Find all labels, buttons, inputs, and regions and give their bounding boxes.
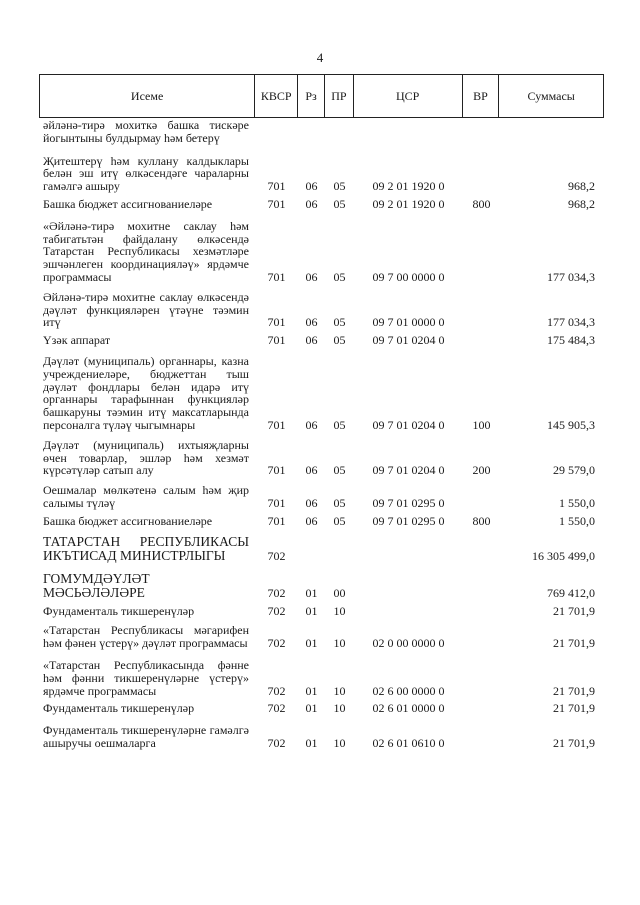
cell-rz: 06 bbox=[305, 417, 318, 432]
table-row bbox=[39, 438, 604, 479]
cell-name: «Татарстан Республикасында фәнне һәм фәнни тикшеренүләрне үстерү» ярдәмче программасы bbox=[43, 657, 249, 698]
cell-csr: 09 7 01 0000 0 bbox=[372, 315, 445, 330]
table-row bbox=[39, 333, 604, 349]
cell-pr: 05 bbox=[333, 495, 346, 510]
table-row bbox=[39, 658, 604, 699]
cell-vr bbox=[463, 701, 500, 717]
cell-vr bbox=[463, 483, 500, 512]
cell-vr: 200 bbox=[472, 463, 491, 478]
header-name: Исеме bbox=[40, 75, 255, 117]
cell-csr: 02 6 01 0610 0 bbox=[372, 735, 445, 750]
cell-kvsr: 702 bbox=[267, 636, 286, 651]
cell-sum: 21 701,9 bbox=[553, 603, 595, 618]
cell-kvsr: 701 bbox=[267, 417, 286, 432]
cell-name: ТАТАРСТАН РЕСПУБЛИКАСЫ ИКЪТИСАД МИНИСТРЛЫГЫ bbox=[43, 533, 249, 563]
cell-rz: 06 bbox=[305, 196, 318, 211]
cell-name: Оешмалар мөлкәтенә салым һәм җир салымы түләү bbox=[43, 483, 249, 510]
cell-csr: 09 7 01 0204 0 bbox=[372, 333, 445, 348]
cell-csr: 09 7 01 0204 0 bbox=[372, 463, 445, 478]
cell-kvsr: 702 bbox=[267, 603, 286, 618]
cell-rz bbox=[298, 118, 325, 147]
cell-kvsr: 701 bbox=[267, 269, 286, 284]
cell-csr: 09 2 01 1920 0 bbox=[372, 196, 445, 211]
cell-rz: 06 bbox=[305, 495, 318, 510]
cell-pr: 05 bbox=[333, 315, 346, 330]
cell-sum: 968,2 bbox=[568, 196, 595, 211]
cell-rz: 06 bbox=[305, 315, 318, 330]
table-header bbox=[39, 74, 604, 118]
cell-vr bbox=[463, 571, 500, 602]
cell-vr bbox=[463, 658, 500, 699]
cell-pr: 05 bbox=[333, 463, 346, 478]
table-row bbox=[39, 623, 604, 652]
header-rz: Рз bbox=[298, 75, 325, 117]
cell-pr: 10 bbox=[333, 735, 346, 750]
cell-kvsr: 701 bbox=[267, 513, 286, 528]
cell-name: Әйләнә-тирә мохитне саклау өлкәсендә дәүләт функцияләрен үтәүне тәэмин итү bbox=[43, 289, 249, 330]
cell-kvsr: 702 bbox=[267, 548, 286, 563]
cell-pr bbox=[325, 118, 354, 147]
cell-name: Дәүләт (муниципаль) органнары, казна учреждениеләре, бюджеттан тыш дәүләт фондлары белән идарә итү органнары тарафыннан функцияләр башкаруны тәэмин итү максатларында персоналга түләү чыгымнары bbox=[43, 353, 249, 432]
cell-rz: 06 bbox=[305, 463, 318, 478]
cell-name: Фундаменталь тикшеренүләрне гамәлгә ашыручы оешмаларга bbox=[43, 723, 249, 750]
header-sum: Суммасы bbox=[527, 88, 575, 103]
cell-sum: 1 550,0 bbox=[559, 513, 595, 528]
cell-vr: 100 bbox=[472, 417, 491, 432]
header-kvsr: КВСР bbox=[255, 75, 298, 117]
cell-vr bbox=[463, 219, 500, 286]
cell-rz: 06 bbox=[305, 269, 318, 284]
cell-pr: 05 bbox=[333, 333, 346, 348]
cell-sum: 968,2 bbox=[568, 179, 595, 194]
cell-vr bbox=[463, 604, 500, 620]
cell-sum: 21 701,9 bbox=[553, 636, 595, 651]
cell-rz: 01 bbox=[305, 683, 318, 698]
table-row bbox=[39, 354, 604, 434]
cell-kvsr: 702 bbox=[267, 735, 286, 750]
cell-vr bbox=[463, 118, 500, 147]
cell-vr bbox=[463, 290, 500, 331]
cell-pr: 05 bbox=[333, 179, 346, 194]
cell-sum: 1 550,0 bbox=[559, 495, 595, 510]
cell-sum: 769 412,0 bbox=[547, 585, 595, 600]
cell-rz: 01 bbox=[305, 701, 318, 716]
cell-kvsr: 701 bbox=[267, 196, 286, 211]
cell-pr: 10 bbox=[333, 701, 346, 716]
table-row bbox=[39, 483, 604, 512]
cell-vr: 800 bbox=[472, 196, 491, 211]
cell-sum: 177 034,3 bbox=[547, 315, 595, 330]
header-vr: ВР bbox=[463, 75, 500, 117]
table-row bbox=[39, 514, 604, 530]
table-row bbox=[39, 723, 604, 752]
cell-rz: 01 bbox=[305, 585, 318, 600]
table-row bbox=[39, 118, 604, 147]
cell-kvsr bbox=[255, 118, 298, 147]
cell-name: Башка бюджет ассигнованиеләре bbox=[43, 513, 213, 528]
cell-kvsr: 701 bbox=[267, 315, 286, 330]
cell-vr: 800 bbox=[472, 513, 491, 528]
cell-kvsr: 701 bbox=[267, 333, 286, 348]
cell-rz bbox=[298, 534, 325, 565]
cell-name: Фундаменталь тикшеренүләр bbox=[43, 701, 195, 716]
cell-pr: 05 bbox=[333, 417, 346, 432]
cell-vr bbox=[463, 623, 500, 652]
cell-csr bbox=[354, 571, 463, 602]
cell-sum: 21 701,9 bbox=[553, 701, 595, 716]
table-row bbox=[39, 534, 604, 565]
cell-name: «Әйләнә-тирә мохитне саклау һәм табигатьтән файдалану өлкәсендә Татарстан Республикасы хезмәтләре эшчәнлеген координацияләү» ярдәмче программасы bbox=[43, 218, 249, 284]
page-number: 4 bbox=[316, 50, 324, 65]
cell-sum: 145 905,3 bbox=[547, 417, 595, 432]
cell-kvsr: 702 bbox=[267, 683, 286, 698]
cell-pr bbox=[325, 534, 354, 565]
cell-name: «Татарстан Республикасы мәгарифен һәм фәнен үстерү» дәүләт программасы bbox=[43, 623, 249, 651]
cell-csr bbox=[354, 534, 463, 565]
cell-vr bbox=[463, 154, 500, 195]
cell-rz: 01 bbox=[305, 735, 318, 750]
cell-pr: 05 bbox=[333, 513, 346, 528]
cell-kvsr: 701 bbox=[267, 179, 286, 194]
cell-kvsr: 702 bbox=[267, 585, 286, 600]
table-row bbox=[39, 571, 604, 602]
cell-vr bbox=[463, 723, 500, 752]
cell-csr bbox=[354, 604, 463, 620]
table-body bbox=[39, 118, 604, 752]
table-row bbox=[39, 219, 604, 286]
cell-csr: 02 0 00 0000 0 bbox=[372, 636, 445, 651]
cell-sum: 21 701,9 bbox=[553, 735, 595, 750]
table-row bbox=[39, 154, 604, 195]
cell-sum: 175 484,3 bbox=[547, 333, 595, 348]
cell-sum: 16 305 499,0 bbox=[532, 548, 595, 563]
cell-csr: 09 2 01 1920 0 bbox=[372, 179, 445, 194]
cell-name: әйләнә-тирә мохиткә башка тискәре йогынтыны булдырмау һәм бетерү bbox=[43, 118, 249, 145]
cell-kvsr: 701 bbox=[267, 463, 286, 478]
table-row bbox=[39, 604, 604, 620]
cell-name: Дәүләт (муниципаль) ихтыяҗларны өчен товарлар, эшләр һәм хезмәт күрсәтүләр сатып алу bbox=[43, 437, 249, 478]
cell-name: Үзәк аппарат bbox=[43, 333, 111, 348]
cell-csr: 09 7 01 0204 0 bbox=[372, 417, 445, 432]
cell-sum: 21 701,9 bbox=[553, 683, 595, 698]
cell-name: Фундаменталь тикшеренүләр bbox=[43, 603, 195, 618]
cell-csr: 02 6 00 0000 0 bbox=[372, 683, 445, 698]
cell-pr: 00 bbox=[333, 585, 346, 600]
cell-sum: 177 034,3 bbox=[547, 269, 595, 284]
cell-name: ГОМУМДӘҮЛӘТ МӘСЬӘЛӘЛӘРЕ bbox=[43, 570, 150, 600]
cell-csr: 09 7 00 0000 0 bbox=[372, 269, 445, 284]
cell-csr bbox=[354, 118, 463, 147]
cell-name: Башка бюджет ассигнованиеләре bbox=[43, 196, 213, 211]
header-csr: ЦСР bbox=[354, 75, 463, 117]
cell-pr: 10 bbox=[333, 603, 346, 618]
cell-sum: 29 579,0 bbox=[553, 463, 595, 478]
table-row bbox=[39, 290, 604, 331]
cell-vr bbox=[463, 534, 500, 565]
cell-rz: 06 bbox=[305, 513, 318, 528]
table-row bbox=[39, 701, 604, 717]
cell-kvsr: 701 bbox=[267, 495, 286, 510]
cell-kvsr: 702 bbox=[267, 701, 286, 716]
cell-pr: 05 bbox=[333, 196, 346, 211]
cell-csr: 09 7 01 0295 0 bbox=[372, 513, 445, 528]
cell-pr: 05 bbox=[333, 269, 346, 284]
cell-pr: 10 bbox=[333, 636, 346, 651]
cell-rz: 06 bbox=[305, 179, 318, 194]
cell-csr: 02 6 01 0000 0 bbox=[372, 701, 445, 716]
cell-rz: 01 bbox=[305, 636, 318, 651]
cell-name: Җитештерү һәм куллану калдыклары белән эш итү өлкәсендәге чараларны гамәлгә ашыру bbox=[43, 153, 249, 194]
cell-rz: 01 bbox=[305, 603, 318, 618]
table-row bbox=[39, 197, 604, 213]
cell-sum bbox=[500, 118, 604, 147]
header-pr: ПР bbox=[325, 75, 354, 117]
cell-rz: 06 bbox=[305, 333, 318, 348]
cell-csr: 09 7 01 0295 0 bbox=[372, 495, 445, 510]
cell-vr bbox=[463, 333, 500, 349]
cell-pr: 10 bbox=[333, 683, 346, 698]
